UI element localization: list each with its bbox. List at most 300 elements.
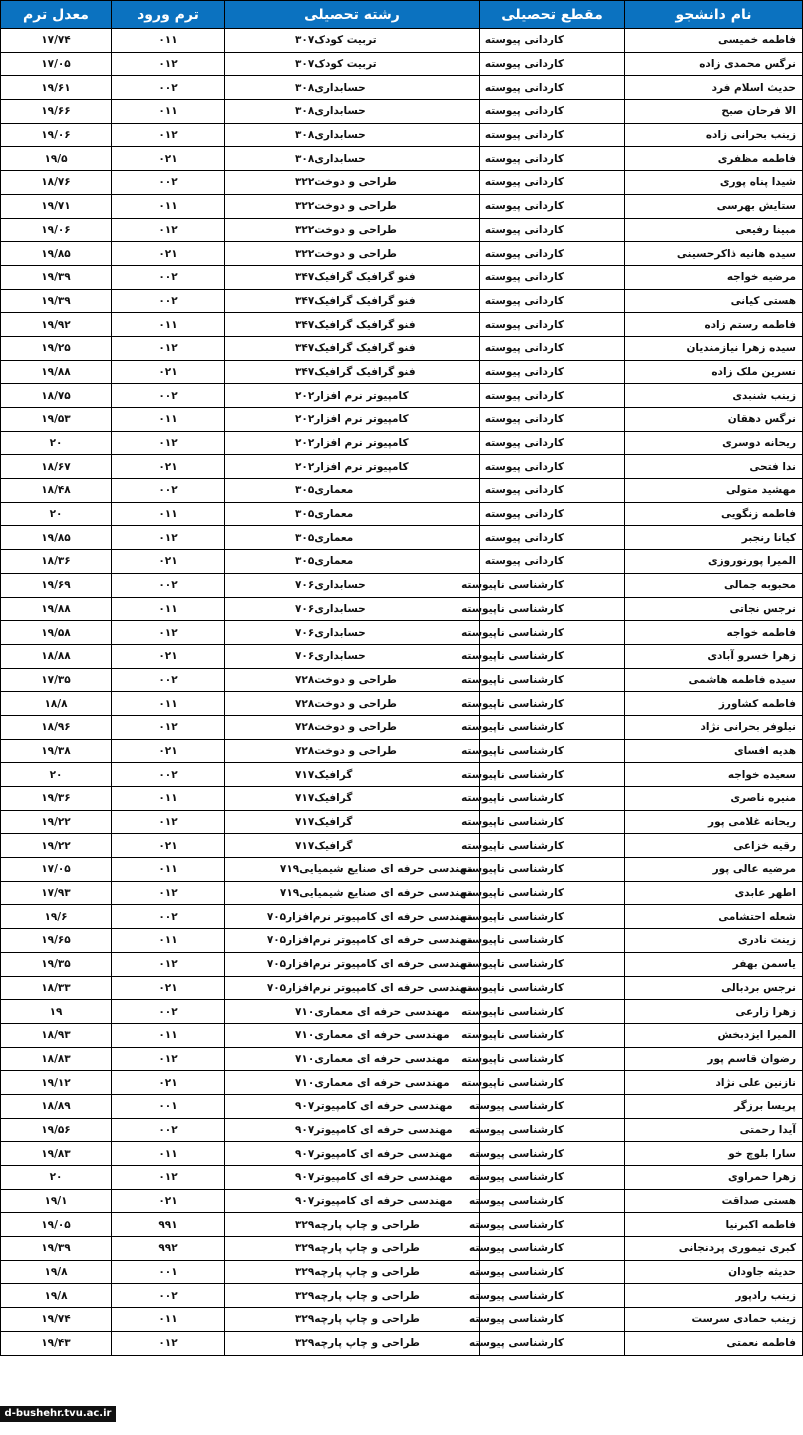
- cell-degree-level: کاردانی پیوسته: [480, 123, 625, 147]
- table-row: [1, 810, 803, 834]
- cell-student-name: منیره ناصری: [625, 787, 803, 811]
- cell-student-name: الا فرحان صبح: [625, 100, 803, 124]
- cell-major: [225, 360, 480, 384]
- cell-degree-level: کارشناسی ناپیوسته: [480, 1023, 625, 1047]
- table-row: [1, 976, 803, 1000]
- cell-student-name: فاطمه نعمتی: [625, 1331, 803, 1355]
- table-row: [1, 313, 803, 337]
- cell-entry-term: ۹۹۲: [112, 1237, 225, 1261]
- cell-major: [225, 1071, 480, 1095]
- cell-entry-term: ۹۹۱: [112, 1213, 225, 1237]
- cell-major: [225, 384, 480, 408]
- cell-major: [225, 1023, 480, 1047]
- cell-student-name: مرضیه خواجه: [625, 265, 803, 289]
- cell-entry-term: ۰۱۲: [112, 1331, 225, 1355]
- cell-term-gpa: ۱۹/۳۵: [1, 952, 112, 976]
- cell-term-gpa: ۱۹/۲۲: [1, 810, 112, 834]
- cell-major: [225, 100, 480, 124]
- cell-degree-level: کارشناسی پیوسته: [480, 1260, 625, 1284]
- cell-entry-term: ۰۱۲: [112, 218, 225, 242]
- major-text: کامپیوتر نرم افزار۲۰۲: [295, 413, 409, 426]
- cell-student-name: زینب رادپور: [625, 1284, 803, 1308]
- header-entry-term: ترم ورود: [112, 1, 225, 29]
- cell-degree-level: کاردانی پیوسته: [480, 384, 625, 408]
- cell-student-name: زهرا زارعی: [625, 1000, 803, 1024]
- major-text: مهندسی حرفه ای معماری۷۱۰: [295, 1005, 450, 1018]
- cell-term-gpa: ۱۹/۴۳: [1, 1331, 112, 1355]
- header-term-gpa: معدل ترم: [1, 1, 112, 29]
- cell-student-name: کبری تیموری پردنجانی: [625, 1237, 803, 1261]
- cell-entry-term: ۰۲۱: [112, 147, 225, 171]
- cell-degree-level: کارشناسی ناپیوسته: [480, 976, 625, 1000]
- cell-degree-level: کاردانی پیوسته: [480, 218, 625, 242]
- cell-entry-term: ۰۱۲: [112, 881, 225, 905]
- table-row: [1, 52, 803, 76]
- major-text: مهندسی حرفه ای معماری۷۱۰: [295, 1052, 450, 1065]
- cell-student-name: پریسا برزگر: [625, 1094, 803, 1118]
- cell-entry-term: ۰۰۲: [112, 668, 225, 692]
- header-degree-level: مقطع تحصیلی: [480, 1, 625, 29]
- cell-major: [225, 242, 480, 266]
- cell-student-name: زهرا خسرو آبادی: [625, 644, 803, 668]
- cell-major: [225, 526, 480, 550]
- major-text: معماری۳۰۵: [295, 555, 354, 568]
- major-text: حسابداری۳۰۸: [295, 129, 366, 142]
- cell-student-name: کیانا رنجبر: [625, 526, 803, 550]
- major-text: فنو گرافیک گرافیک۳۴۷: [295, 294, 416, 307]
- cell-degree-level: کارشناسی ناپیوسته: [480, 952, 625, 976]
- cell-major: [225, 739, 480, 763]
- cell-student-name: سعیده خواجه: [625, 763, 803, 787]
- cell-major: [225, 76, 480, 100]
- cell-term-gpa: ۱۹/۶۶: [1, 100, 112, 124]
- cell-student-name: زینت نادری: [625, 929, 803, 953]
- major-text: طراحی و دوخت۷۲۸: [295, 744, 397, 757]
- cell-degree-level: کاردانی پیوسته: [480, 100, 625, 124]
- cell-degree-level: کارشناسی پیوسته: [480, 1166, 625, 1190]
- major-text: طراحی و چاپ پارچه۳۲۹: [295, 1337, 420, 1350]
- cell-term-gpa: ۱۹/۸: [1, 1284, 112, 1308]
- cell-student-name: زینب بحرانی زاده: [625, 123, 803, 147]
- cell-term-gpa: ۱۸/۸: [1, 692, 112, 716]
- cell-entry-term: ۰۱۲: [112, 52, 225, 76]
- cell-term-gpa: ۱۹/۰۵: [1, 1213, 112, 1237]
- cell-entry-term: ۰۰۲: [112, 76, 225, 100]
- table-row: [1, 621, 803, 645]
- cell-entry-term: ۰۰۲: [112, 289, 225, 313]
- cell-entry-term: ۰۱۲: [112, 621, 225, 645]
- cell-entry-term: ۰۱۱: [112, 1142, 225, 1166]
- cell-term-gpa: ۱۹/۵۶: [1, 1118, 112, 1142]
- cell-student-name: فاطمه خمیسی: [625, 29, 803, 53]
- table-row: [1, 218, 803, 242]
- cell-entry-term: ۰۲۱: [112, 242, 225, 266]
- cell-major: [225, 1213, 480, 1237]
- cell-major: [225, 1308, 480, 1332]
- cell-student-name: نازنین علی نژاد: [625, 1071, 803, 1095]
- table-row: [1, 171, 803, 195]
- cell-student-name: محبوبه جمالی: [625, 573, 803, 597]
- cell-major: [225, 573, 480, 597]
- cell-major: [225, 644, 480, 668]
- cell-major: [225, 1189, 480, 1213]
- cell-entry-term: ۰۱۱: [112, 1023, 225, 1047]
- cell-major: [225, 1142, 480, 1166]
- cell-term-gpa: ۲۰: [1, 502, 112, 526]
- cell-term-gpa: ۱۷/۳۵: [1, 668, 112, 692]
- header-major: رشته تحصیلی: [225, 1, 480, 29]
- cell-entry-term: ۰۲۱: [112, 739, 225, 763]
- major-text: مهندسی حرفه ای کامپیوتر۹۰۷: [295, 1195, 453, 1208]
- cell-degree-level: کارشناسی پیوسته: [480, 1237, 625, 1261]
- table-row: [1, 905, 803, 929]
- cell-term-gpa: ۱۹/۰۶: [1, 218, 112, 242]
- major-text: طراحی و چاپ پارچه۳۲۹: [295, 1242, 420, 1255]
- cell-student-name: سیده فاطمه هاشمی: [625, 668, 803, 692]
- cell-entry-term: ۰۰۲: [112, 171, 225, 195]
- cell-major: [225, 881, 480, 905]
- cell-major: [225, 810, 480, 834]
- table-row: [1, 265, 803, 289]
- table-row: [1, 100, 803, 124]
- cell-major: [225, 479, 480, 503]
- cell-term-gpa: ۱۹/۳۹: [1, 1237, 112, 1261]
- major-text: طراحی و چاپ پارچه۳۲۹: [295, 1313, 420, 1326]
- major-text: حسابداری۷۰۶: [295, 579, 366, 592]
- major-text: طراحی و دوخت۳۲۲: [295, 247, 397, 260]
- table-row: [1, 502, 803, 526]
- cell-student-name: المیرا پورنوروزی: [625, 550, 803, 574]
- cell-student-name: هستی صداقت: [625, 1189, 803, 1213]
- cell-entry-term: ۰۲۱: [112, 976, 225, 1000]
- major-text: مهندسی حرفه ای کامپیوتر نرم‌افزار۷۰۵: [266, 958, 473, 971]
- cell-degree-level: کاردانی پیوسته: [480, 431, 625, 455]
- cell-major: [225, 52, 480, 76]
- table-row: [1, 573, 803, 597]
- major-text: کامپیوتر نرم افزار۲۰۲: [295, 437, 409, 450]
- major-text: گرافیک۷۱۷: [295, 768, 353, 781]
- cell-student-name: حدیثه جاودان: [625, 1260, 803, 1284]
- cell-major: [225, 29, 480, 53]
- cell-degree-level: کارشناسی ناپیوسته: [480, 573, 625, 597]
- cell-entry-term: ۰۱۲: [112, 1047, 225, 1071]
- cell-student-name: فاطمه رستم زاده: [625, 313, 803, 337]
- cell-degree-level: کاردانی پیوسته: [480, 265, 625, 289]
- table-row: [1, 550, 803, 574]
- cell-term-gpa: ۲۰: [1, 431, 112, 455]
- major-text: حسابداری۷۰۶: [295, 626, 366, 639]
- cell-student-name: سیده زهرا نیازمندیان: [625, 336, 803, 360]
- cell-major: [225, 1118, 480, 1142]
- cell-term-gpa: ۱۹/۸۸: [1, 597, 112, 621]
- table-row: [1, 1213, 803, 1237]
- cell-term-gpa: ۱۹/۵۳: [1, 408, 112, 432]
- cell-major: [225, 952, 480, 976]
- cell-student-name: زینب شنبدی: [625, 384, 803, 408]
- cell-degree-level: کارشناسی پیوسته: [480, 1213, 625, 1237]
- cell-student-name: مبینا رفیعی: [625, 218, 803, 242]
- major-text: معماری۳۰۵: [295, 531, 354, 544]
- cell-major: [225, 289, 480, 313]
- cell-degree-level: کارشناسی ناپیوسته: [480, 621, 625, 645]
- cell-term-gpa: ۱۹/۳۶: [1, 787, 112, 811]
- table-row: [1, 147, 803, 171]
- major-text: مهندسی حرفه ای کامپیوتر۹۰۷: [295, 1171, 453, 1184]
- cell-term-gpa: ۱۹/۸۵: [1, 526, 112, 550]
- cell-degree-level: کارشناسی پیوسته: [480, 1094, 625, 1118]
- major-text: طراحی و چاپ پارچه۳۲۹: [295, 1289, 420, 1302]
- cell-term-gpa: ۱۸/۴۸: [1, 479, 112, 503]
- cell-student-name: زینب حمادی سرست: [625, 1308, 803, 1332]
- cell-entry-term: ۰۱۱: [112, 787, 225, 811]
- cell-student-name: رضوان قاسم پور: [625, 1047, 803, 1071]
- cell-entry-term: ۰۱۱: [112, 29, 225, 53]
- cell-degree-level: کارشناسی پیوسته: [480, 1308, 625, 1332]
- cell-student-name: شعله احتشامی: [625, 905, 803, 929]
- table-row: [1, 194, 803, 218]
- table-row: [1, 715, 803, 739]
- cell-entry-term: ۰۱۲: [112, 952, 225, 976]
- cell-entry-term: ۰۱۱: [112, 929, 225, 953]
- major-text: طراحی و چاپ پارچه۳۲۹: [295, 1266, 420, 1279]
- cell-term-gpa: ۱۹/۰۶: [1, 123, 112, 147]
- cell-term-gpa: ۱۸/۷۵: [1, 384, 112, 408]
- table-row: [1, 929, 803, 953]
- cell-term-gpa: ۱۸/۳۳: [1, 976, 112, 1000]
- cell-major: [225, 194, 480, 218]
- cell-entry-term: ۰۱۱: [112, 858, 225, 882]
- major-text: حسابداری۷۰۶: [295, 602, 366, 615]
- cell-student-name: شیدا پناه پوری: [625, 171, 803, 195]
- cell-term-gpa: ۱۹: [1, 1000, 112, 1024]
- cell-student-name: آیدا رحمتی: [625, 1118, 803, 1142]
- cell-entry-term: ۰۲۱: [112, 1189, 225, 1213]
- cell-degree-level: کارشناسی ناپیوسته: [480, 810, 625, 834]
- cell-entry-term: ۰۱۱: [112, 194, 225, 218]
- cell-student-name: اطهر عابدی: [625, 881, 803, 905]
- cell-degree-level: کاردانی پیوسته: [480, 29, 625, 53]
- cell-term-gpa: ۱۹/۶۹: [1, 573, 112, 597]
- cell-student-name: سیده هانیه ذاکرحسینی: [625, 242, 803, 266]
- cell-degree-level: کاردانی پیوسته: [480, 479, 625, 503]
- cell-student-name: نرجس بردبالی: [625, 976, 803, 1000]
- table-row: [1, 1094, 803, 1118]
- cell-major: [225, 1047, 480, 1071]
- cell-entry-term: ۰۲۱: [112, 455, 225, 479]
- table-row: [1, 644, 803, 668]
- cell-degree-level: کارشناسی پیوسته: [480, 1118, 625, 1142]
- cell-major: [225, 1094, 480, 1118]
- major-text: مهندسی حرفه ای کامپیوتر نرم‌افزار۷۰۵: [266, 981, 473, 994]
- cell-entry-term: ۰۰۲: [112, 479, 225, 503]
- cell-degree-level: کارشناسی ناپیوسته: [480, 644, 625, 668]
- cell-major: [225, 1260, 480, 1284]
- cell-degree-level: کاردانی پیوسته: [480, 408, 625, 432]
- cell-major: [225, 834, 480, 858]
- table-row: [1, 763, 803, 787]
- major-text: حسابداری۳۰۸: [295, 152, 366, 165]
- cell-term-gpa: ۱۸/۶۷: [1, 455, 112, 479]
- cell-major: [225, 597, 480, 621]
- major-text: حسابداری۳۰۸: [295, 81, 366, 94]
- major-text: معماری۳۰۵: [295, 508, 354, 521]
- cell-term-gpa: ۱۹/۲۲: [1, 834, 112, 858]
- table-row: [1, 76, 803, 100]
- cell-major: [225, 715, 480, 739]
- major-text: مهندسی حرفه ای معماری۷۱۰: [295, 1029, 450, 1042]
- cell-degree-level: کارشناسی پیوسته: [480, 1331, 625, 1355]
- major-text: فنو گرافیک گرافیک۳۴۷: [295, 271, 416, 284]
- major-text: مهندسی حرفه ای کامپیوتر نرم‌افزار۷۰۵: [266, 934, 473, 947]
- cell-major: [225, 905, 480, 929]
- major-text: تربیت کودک۳۰۷: [295, 34, 377, 47]
- cell-term-gpa: ۱۹/۷۱: [1, 194, 112, 218]
- cell-entry-term: ۰۱۱: [112, 313, 225, 337]
- table-row: [1, 408, 803, 432]
- cell-major: [225, 692, 480, 716]
- cell-degree-level: کارشناسی ناپیوسته: [480, 1000, 625, 1024]
- cell-student-name: هدیه افسای: [625, 739, 803, 763]
- cell-degree-level: کاردانی پیوسته: [480, 360, 625, 384]
- cell-degree-level: کارشناسی ناپیوسته: [480, 858, 625, 882]
- table-row: [1, 1308, 803, 1332]
- cell-term-gpa: ۱۷/۹۳: [1, 881, 112, 905]
- table-row: [1, 336, 803, 360]
- cell-entry-term: ۰۲۱: [112, 834, 225, 858]
- major-text: فنو گرافیک گرافیک۳۴۷: [295, 342, 416, 355]
- table-row: [1, 597, 803, 621]
- cell-term-gpa: ۱۸/۳۶: [1, 550, 112, 574]
- table-row: [1, 1071, 803, 1095]
- table-row: [1, 384, 803, 408]
- cell-term-gpa: ۱۹/۹۲: [1, 313, 112, 337]
- cell-term-gpa: ۱۹/۳۹: [1, 289, 112, 313]
- cell-entry-term: ۰۱۲: [112, 810, 225, 834]
- cell-entry-term: ۰۰۲: [112, 573, 225, 597]
- cell-entry-term: ۰۰۲: [112, 763, 225, 787]
- table-row: [1, 858, 803, 882]
- cell-term-gpa: ۱۹/۵: [1, 147, 112, 171]
- major-text: طراحی و دوخت۷۲۸: [295, 697, 397, 710]
- header-student-name: نام دانشجو: [625, 1, 803, 29]
- cell-term-gpa: ۱۸/۸۳: [1, 1047, 112, 1071]
- cell-degree-level: کارشناسی ناپیوسته: [480, 834, 625, 858]
- cell-student-name: ستایش بهرسی: [625, 194, 803, 218]
- cell-major: [225, 408, 480, 432]
- cell-degree-level: کارشناسی ناپیوسته: [480, 715, 625, 739]
- cell-student-name: نرگس دهقان: [625, 408, 803, 432]
- cell-degree-level: کارشناسی ناپیوسته: [480, 739, 625, 763]
- site-watermark: d-bushehr.tvu.ac.ir: [0, 1406, 116, 1422]
- cell-entry-term: ۰۱۲: [112, 526, 225, 550]
- cell-degree-level: کارشناسی ناپیوسته: [480, 1047, 625, 1071]
- cell-degree-level: کاردانی پیوسته: [480, 313, 625, 337]
- cell-term-gpa: ۱۹/۱۲: [1, 1071, 112, 1095]
- cell-major: [225, 147, 480, 171]
- cell-student-name: نرجس نجاتی: [625, 597, 803, 621]
- cell-term-gpa: ۱۹/۲۵: [1, 336, 112, 360]
- cell-degree-level: کاردانی پیوسته: [480, 502, 625, 526]
- cell-term-gpa: ۱۹/۱: [1, 1189, 112, 1213]
- cell-term-gpa: ۱۹/۳۹: [1, 265, 112, 289]
- cell-term-gpa: ۱۹/۵۸: [1, 621, 112, 645]
- major-text: مهندسی حرفه ای معماری۷۱۰: [295, 1076, 450, 1089]
- cell-entry-term: ۰۱۲: [112, 715, 225, 739]
- cell-entry-term: ۰۱۲: [112, 123, 225, 147]
- cell-student-name: فاطمه کشاورز: [625, 692, 803, 716]
- major-text: گرافیک۷۱۷: [295, 792, 353, 805]
- cell-major: [225, 502, 480, 526]
- table-row: [1, 1118, 803, 1142]
- cell-degree-level: کارشناسی ناپیوسته: [480, 929, 625, 953]
- cell-student-name: ندا فتحی: [625, 455, 803, 479]
- major-text: کامپیوتر نرم افزار۲۰۲: [295, 460, 409, 473]
- cell-degree-level: کارشناسی پیوسته: [480, 1142, 625, 1166]
- cell-term-gpa: ۱۹/۸۸: [1, 360, 112, 384]
- cell-term-gpa: ۱۹/۳۸: [1, 739, 112, 763]
- cell-degree-level: کاردانی پیوسته: [480, 455, 625, 479]
- major-text: طراحی و دوخت۷۲۸: [295, 721, 397, 734]
- major-text: طراحی و دوخت۳۲۲: [295, 200, 397, 213]
- major-text: طراحی و دوخت۷۲۸: [295, 673, 397, 686]
- cell-student-name: رقیه خزاعی: [625, 834, 803, 858]
- major-text: گرافیک۷۱۷: [295, 839, 353, 852]
- cell-major: [225, 1166, 480, 1190]
- major-text: طراحی و دوخت۳۲۲: [295, 223, 397, 236]
- cell-student-name: فاطمه اکبرنیا: [625, 1213, 803, 1237]
- major-text: مهندسی حرفه ای کامپیوتر۹۰۷: [295, 1123, 453, 1136]
- major-text: مهندسی حرفه ای کامپیوتر۹۰۷: [295, 1100, 453, 1113]
- table-row: [1, 29, 803, 53]
- table-row: [1, 455, 803, 479]
- cell-term-gpa: ۱۷/۰۵: [1, 52, 112, 76]
- table-row: [1, 360, 803, 384]
- table-row: [1, 1237, 803, 1261]
- cell-major: [225, 1284, 480, 1308]
- cell-student-name: فاطمه زنگویی: [625, 502, 803, 526]
- cell-student-name: نسرین ملک زاده: [625, 360, 803, 384]
- cell-degree-level: کارشناسی ناپیوسته: [480, 881, 625, 905]
- cell-student-name: المیرا ایزدبخش: [625, 1023, 803, 1047]
- table-row: [1, 1142, 803, 1166]
- cell-major: [225, 455, 480, 479]
- major-text: طراحی و چاپ پارچه۳۲۹: [295, 1218, 420, 1231]
- cell-degree-level: کاردانی پیوسته: [480, 147, 625, 171]
- cell-term-gpa: ۱۹/۸۵: [1, 242, 112, 266]
- cell-entry-term: ۰۱۱: [112, 597, 225, 621]
- major-text: مهندسی حرفه ای صنایع شیمیایی۷۱۹: [279, 887, 473, 900]
- table-row: [1, 952, 803, 976]
- cell-major: [225, 313, 480, 337]
- cell-major: [225, 218, 480, 242]
- major-text: حسابداری۳۰۸: [295, 105, 366, 118]
- cell-student-name: ریحانه غلامی پور: [625, 810, 803, 834]
- table-row: [1, 1284, 803, 1308]
- cell-term-gpa: ۱۸/۹۶: [1, 715, 112, 739]
- cell-degree-level: کاردانی پیوسته: [480, 289, 625, 313]
- table-row: [1, 431, 803, 455]
- cell-major: [225, 976, 480, 1000]
- cell-term-gpa: ۱۹/۸۳: [1, 1142, 112, 1166]
- major-text: گرافیک۷۱۷: [295, 816, 353, 829]
- cell-major: [225, 787, 480, 811]
- cell-term-gpa: ۱۹/۶۵: [1, 929, 112, 953]
- table-row: [1, 692, 803, 716]
- cell-entry-term: ۰۰۲: [112, 1118, 225, 1142]
- cell-term-gpa: ۲۰: [1, 1166, 112, 1190]
- cell-major: [225, 858, 480, 882]
- cell-entry-term: ۰۲۱: [112, 644, 225, 668]
